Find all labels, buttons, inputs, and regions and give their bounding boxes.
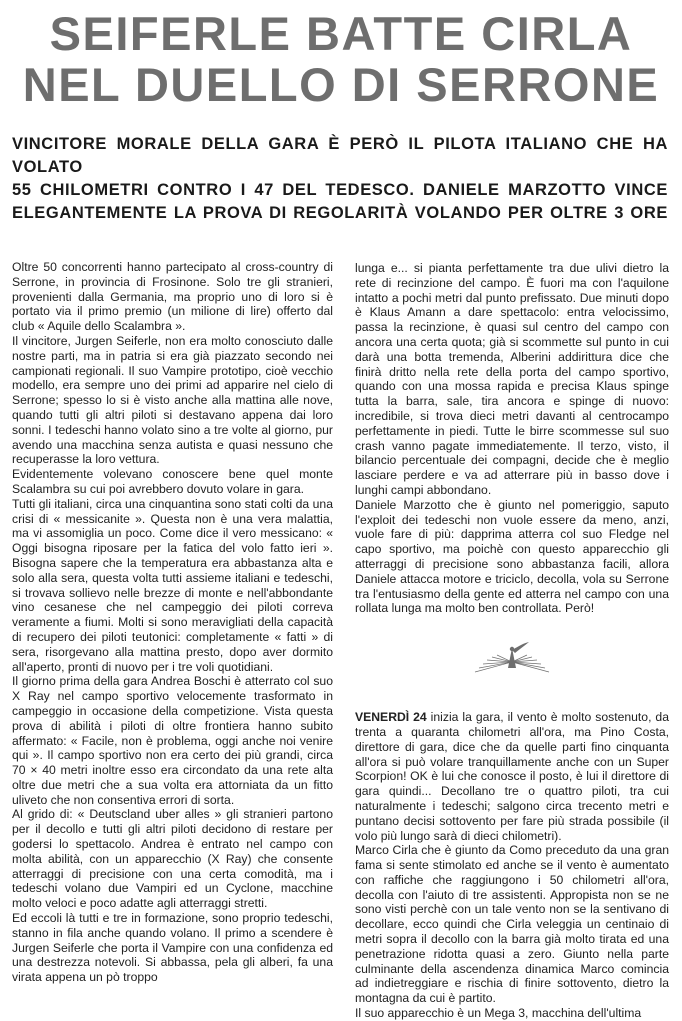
article-subtitle xyxy=(12,133,668,225)
paragraph: Al grido di: « Deutscland uber alles » gli stranieri partono per il decollo e tutti gli altri piloti decidono di restare per godersi lo spettacolo. Andrea è entrato nel campo con molta abilità, con un apparecchio (X Ray) che consente atterraggi di precisione con una certa comodità, ma i tedeschi volano due Vampiri ed un Cyclone, macchine molto veloci e poco adatte agli atterraggi stretti. xyxy=(12,807,333,911)
paragraph: Oltre 50 concorrenti hanno partecipato al cross-country di Serrone, in provincia di Frosinone. Solo tre gli stranieri, provenienti dalla Germania, ma proprio uno di loro si è portato via il primo premio (un milione di lire) offerto dal club « Aquile dello Scalambra ». xyxy=(12,260,333,334)
paragraph: Daniele Marzotto che è giunto nel pomeriggio, saputo l'exploit dei tedeschi non vuole essere da meno, anzi, vuole fare di più: dapprima atterra col suo Fledge nel capo sportivo, ma poichè con questo apparecchio gli atterraggi di precisione sono abbastanza facili, allora Daniele attacca motore e triciclo, decolla, vola su Serrone tra l'entusiasmo della gente ed atterra nel campo con una rollata lunga ma molto ben controllata. Però! xyxy=(355,497,669,616)
date-lead: VENERDÌ 24 xyxy=(355,710,427,725)
paragraph: Evidentemente volevano conoscere bene quel monte Scalambra su cui poi avrebbero dovuto volare in gara. xyxy=(12,467,333,496)
paragraph: Il giorno prima della gara Andrea Boschi è atterrato col suo X Ray nel campo sportivo velocemente trasformato in campeggio in occasione della competizione. Vista questa prova di abilità i piloti di oltre frontiera hanno subito affermato: « Facile, non è problema, oggi anche noi venire qui ». Il campo sportivo non era certo dei più grandi, circa 70 × 40 metri inoltre esso era circondato da una rete alta oltre due metri che a sua volta era attorniata da un fitto uliveto che non consentiva errori di sorta. xyxy=(12,674,333,807)
paragraph: Il vincitore, Jurgen Seiferle, non era molto conosciuto dalle nostre parti, ma in patria si era già piazzato secondo nei campionati regionali. Il suo Vampire prototipo, cioè vecchio modello, era sempre uno dei primi ad apparire nel cielo di Serrone; spesso lo si è visto anche alla mattina alle nove, quando tutti gli altri piloti si destavano appena dai loro sonni. I tedeschi hanno volato sino a tre volte al giorno, pur avendo una macchina senza autista e quasi nessuno che recuperasse la loro vettura. xyxy=(12,333,333,467)
paragraph: Ed eccoli là tutti e tre in formazione, sono proprio tedeschi, stanno in fila anche quando volano. Il primo a scendere è Jurgen Seiferle che porta il Vampire con una confidenza ed una destrezza notevoli. Si abbassa, pela gli alberi, fa una virata appena un pò troppo xyxy=(12,911,333,985)
paragraph xyxy=(355,710,669,843)
eagle-wings-emblem-icon xyxy=(467,638,557,678)
paragraph-text: inizia la gara, il vento è molto sostenuto, da trenta a quaranta chilometri all'ora, ma Pino Costa, direttore di gara, dice che da quelle parti fino cinquanta all'ora si può volare tranquillamente anche con un Super Scorpion! OK è lui che conosce il posto, è lui il direttore di gara quindi... Decollano tre o quattro piloti, tra cui naturalmente i tedeschi; salgono circa trecento metri e puntano decisi sottovento per fare più strada possibile (il volo più lungo sarà di dieci chilometri). xyxy=(355,710,669,843)
article-title xyxy=(0,8,682,110)
paragraph: Marco Cirla che è giunto da Como preceduto da una gran fama si sente stimolato ed anche se il vento è aumentato con raffiche che raggiungono i 50 chilometri all'ora, decolla con l'aiuto di tre assistenti. Appropista non se ne sono visti perchè con un tale vento non se la sentivano di decollare, ecco quindi che Cirla veleggia un centinaio di metri sopra il decollo con la barra già molto tirata ed una penetrazione ridotta quasi a zero. Giunto nella parte culminante della ascendenza dinamica Marco comincia ad indietreggiare e rischia di finire sottovento, dietro la montagna da cui è partito. xyxy=(355,843,669,1006)
paragraph: Tutti gli italiani, circa una cinquantina sono stati colti da una crisi di « messicanite ». Questa non è una vera malattia, ma vi assomiglia un poco. Come dice il vero messicano: « Oggi bisogna riposare per la fatica del volo fatto ieri ». Bisogna sapere che la temperatura era abbastanza alta e solo alla sera, questa volta tutti assieme italiani e tedeschi, si trovava sollievo nelle brezze di monte e nell'abbondante vino cesanese che nel campeggio dei piloti correva veramente a fiumi. Molti si sono meravigliati della capacità di recupero dei piloti teutonici: completamente « fatti » di sera, risorgevano alla mattina presto, dopo aver dormito all'aperto, pronti di nuovo per i tre voli quotidiani. xyxy=(12,496,333,674)
right-column xyxy=(355,261,669,1021)
title-line-2: NEL DUELLO DI SERRONE xyxy=(22,58,660,111)
subtitle-line-1: VINCITORE MORALE DELLA GARA È PERÒ IL PILOTA ITALIANO CHE HA VOLATO xyxy=(12,135,668,176)
paragraph: Il suo apparecchio è un Mega 3, macchina dell'ultima xyxy=(355,1006,642,1021)
left-column xyxy=(12,260,333,985)
title-line-1: SEIFERLE BATTE CIRLA xyxy=(49,7,633,60)
subtitle-line-2: 55 CHILOMETRI CONTRO I 47 DEL TEDESCO. DANIELE MARZOTTO VINCE xyxy=(12,181,668,199)
paragraph: lunga e... si pianta perfettamente tra due ulivi dietro la rete di recinzione del campo. È fuori ma con l'aquilone intatto a pochi metri dal punto prefissato. Due minuti dopo è Klaus Amann a dare spettacolo: entra velocissimo, passa la recinzione, è quasi sul centro del campo con ancora una certa quota; già si scommette sul punto in cui darà una botta tremenda, Alberini addirittura dice che finirà dritto nella rete della porta del campo sportivo, quando con una mossa rapida e precisa Klaus spinge tutta la barra, sale, tira ancora e spinge di nuovo: incredibile, si trova dieci metri davanti al centrocampo perfettamente in piedi. Tutte le birre scommesse sul suo crash vanno pagate immediatemente. Il terzo, visto, il bilancio percentuale dei compagni, decide che è meglio lasciare perdere e va ad atterrare più in basso dove i lunghi campi abbondano. xyxy=(355,261,669,497)
subtitle-line-3: ELEGANTEMENTE LA PROVA DI REGOLARITÀ VOLANDO PER OLTRE 3 ORE xyxy=(12,204,668,222)
